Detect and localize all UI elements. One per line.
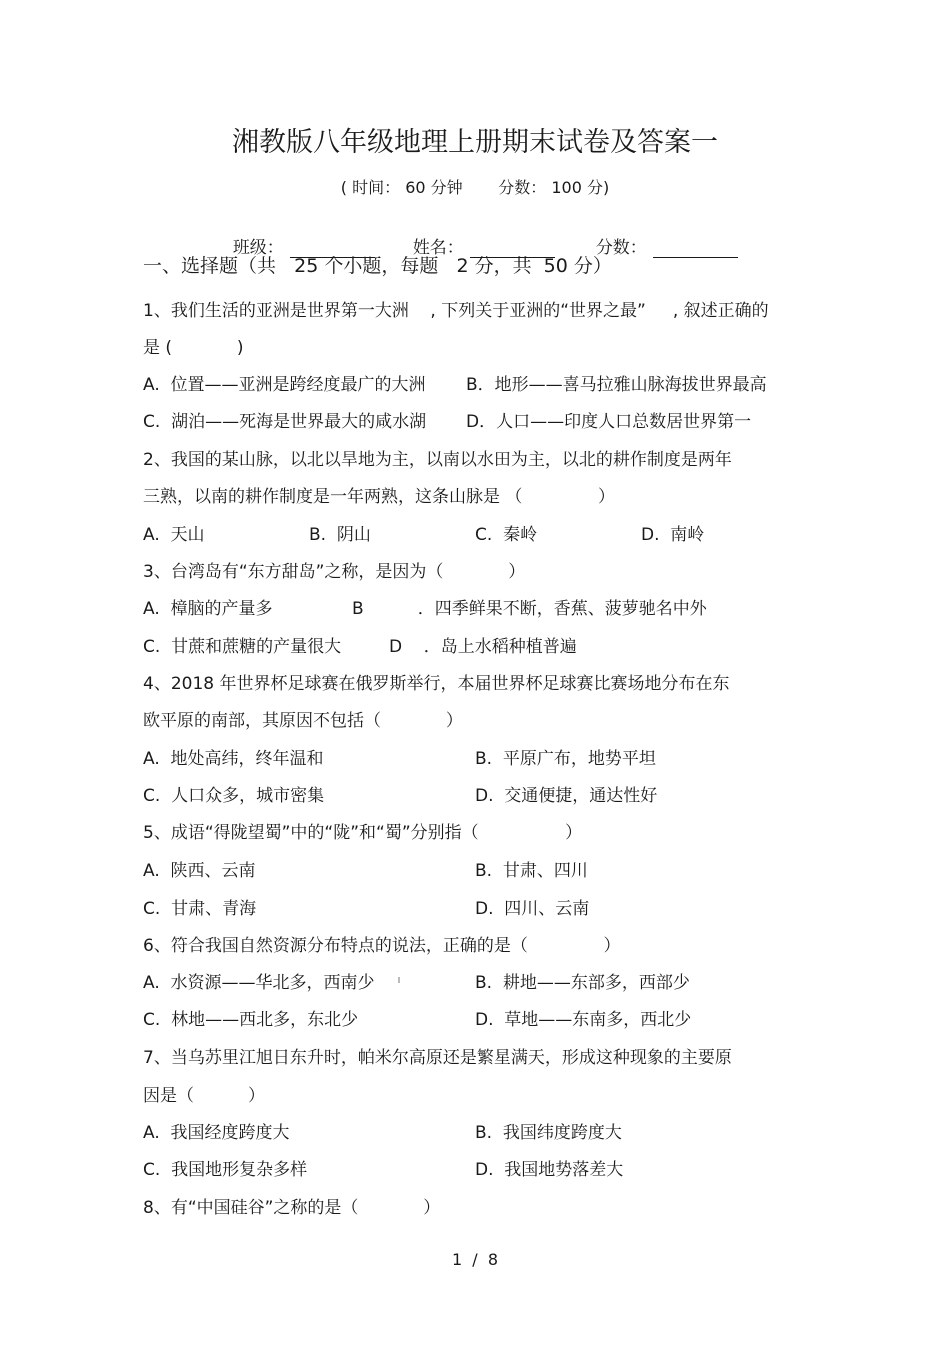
- option-a: A. 水资源——华北多，西南少: [143, 973, 375, 993]
- option-c: C. 甘肃、青海: [143, 899, 257, 919]
- page-number: 1 / 8: [451, 1250, 499, 1269]
- option-a: A. 地处高纬，终年温和: [143, 749, 324, 769]
- exam-meta: ( 时间： 60 分钟 分数： 100 分): [340, 178, 610, 197]
- question-stem: 是 ( ): [143, 338, 244, 358]
- option-a: A. 天山: [143, 525, 205, 545]
- option-b: B ．四季鲜果不断，香蕉、菠萝驰名中外: [352, 599, 707, 619]
- option-d: D. 南岭: [641, 525, 705, 545]
- option-a: A. 陕西、云南: [143, 861, 256, 881]
- question-stem: 1、我们生活的亚洲是世界第一大洲 , 下列关于亚洲的“世界之最” , 叙述正确的: [143, 301, 769, 321]
- option-c: C. 秦岭: [475, 525, 538, 545]
- class-label: 班级：: [232, 238, 284, 258]
- question-stem: 6、符合我国自然资源分布特点的说法，正确的是（ ）: [143, 936, 621, 956]
- option-c: C. 林地——西北多，东北少: [143, 1010, 359, 1030]
- question-stem: 8、有“中国硅谷”之称的是（ ）: [143, 1198, 441, 1218]
- option-c: C. 我国地形复杂多样: [143, 1160, 308, 1180]
- option-d: D．人口——印度人口总数居世界第一: [466, 412, 752, 432]
- score-field: [585, 213, 738, 258]
- score-label: 分数：: [595, 238, 647, 258]
- option-a: A. 我国经度跨度大: [143, 1123, 290, 1143]
- document-title: 湘教版八年级地理上册期末试卷及答案一: [232, 127, 718, 158]
- section-title: 一、选择题（共 25 个小题，每题 2 分，共 50 分）: [143, 255, 612, 277]
- question-stem: 因是（ ）: [143, 1086, 266, 1106]
- option-d: D. 交通便捷，通达性好: [475, 786, 658, 806]
- option-c: C. 甘蔗和蔗糖的产量很大: [143, 637, 342, 657]
- option-d: D. 我国地势落差大: [475, 1160, 624, 1180]
- option-a: A. 位置——亚洲是跨经度最广的大洲: [143, 375, 426, 395]
- question-stem: 欧平原的南部，其原因不包括（ ）: [143, 711, 463, 731]
- option-b: B. 阴山: [309, 525, 371, 545]
- class-field: [222, 213, 375, 258]
- option-a: A. 樟脑的产量多: [143, 599, 273, 619]
- question-stem: 4、2018 年世界杯足球赛在俄罗斯举行，本届世界杯足球赛比赛场地分布在东: [143, 674, 730, 694]
- option-b: B. 平原广布，地势平坦: [475, 749, 656, 769]
- option-b: B. 耕地——东部多，西部少: [475, 973, 690, 993]
- question-stem: 7、当乌苏里江旭日东升时，帕米尔高原还是繁星满天，形成这种现象的主要原: [143, 1048, 732, 1068]
- question-stem: 5、成语“得陇望蜀”中的“陇”和“蜀”分别指（ ）: [143, 823, 583, 843]
- option-b: B．地形——喜马拉雅山脉海拔世界最高: [466, 375, 767, 395]
- score-blank: [653, 237, 738, 258]
- name-field: [402, 213, 555, 258]
- option-d: D. 草地——东南多，西北少: [475, 1010, 692, 1030]
- name-label: 姓名：: [412, 238, 464, 258]
- option-c: C. 人口众多，城市密集: [143, 786, 325, 806]
- option-d: D. 四川、云南: [475, 899, 590, 919]
- option-d: D ．岛上水稻种植普遍: [389, 637, 577, 657]
- scan-mark: [398, 977, 400, 983]
- option-b: B. 甘肃、四川: [475, 861, 588, 881]
- option-c: C. 湖泊——死海是世界最大的咸水湖: [143, 412, 427, 432]
- question-stem: 2、我国的某山脉，以北以旱地为主，以南以水田为主，以北的耕作制度是两年: [143, 450, 732, 470]
- option-b: B. 我国纬度跨度大: [475, 1123, 622, 1143]
- question-stem: 三熟，以南的耕作制度是一年两熟，这条山脉是 （ ）: [143, 487, 616, 507]
- question-stem: 3、台湾岛有“东方甜岛”之称，是因为（ ）: [143, 562, 526, 582]
